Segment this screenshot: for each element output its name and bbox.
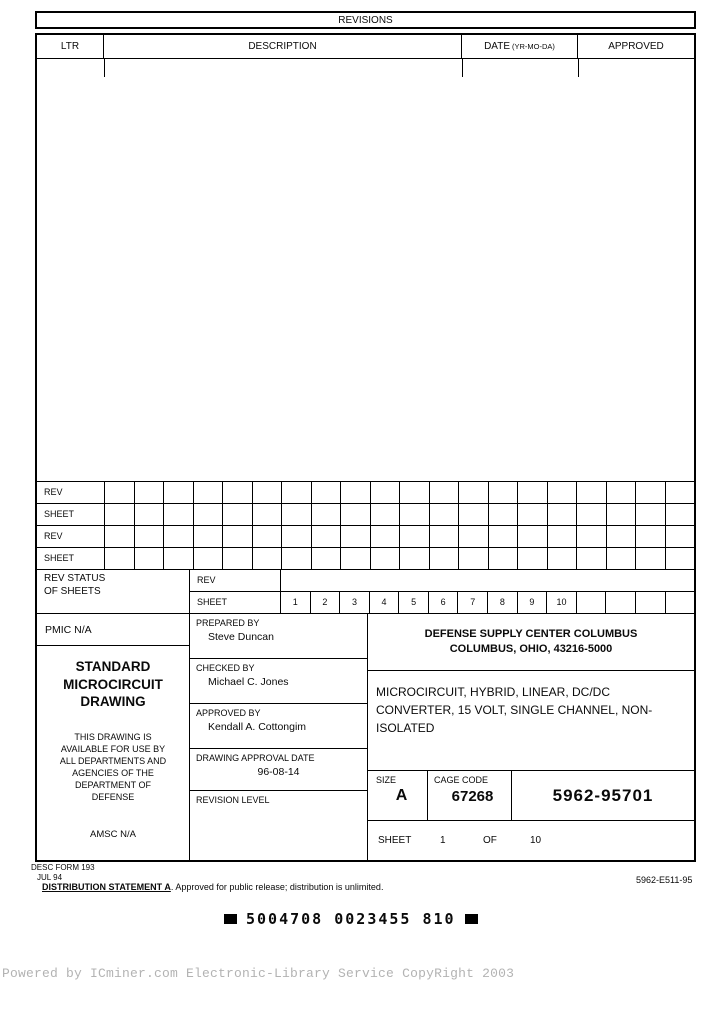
grid-cell [399, 482, 429, 503]
barcode-line [224, 910, 478, 928]
grid-cell [606, 526, 636, 547]
grid-cell [605, 592, 635, 613]
column-header-description [104, 35, 462, 58]
grid-row-cells [104, 526, 694, 547]
grid-cell [163, 482, 193, 503]
grid-cell [193, 526, 223, 547]
form-name: DESC FORM 193 [31, 863, 95, 872]
grid-cell [488, 482, 518, 503]
grid-cell [488, 526, 518, 547]
grid-cell [458, 504, 488, 525]
rev-status-label-line2: OF SHEETS [44, 585, 101, 597]
grid-cell [222, 526, 252, 547]
cage-code-label: CAGE CODE [434, 775, 489, 785]
grid-row-cells [104, 482, 694, 503]
grid-cell [576, 504, 606, 525]
form-date: JUL 94 [37, 873, 63, 882]
pmic-cell: PMIC N/A [37, 614, 189, 646]
grid-cell [281, 526, 311, 547]
grid-cell [193, 482, 223, 503]
grid-cell [222, 548, 252, 569]
ltr-label: LTR [60, 41, 80, 52]
prepared-by-name: Steve Duncan [208, 631, 274, 643]
grid-cell [281, 548, 311, 569]
sheet-number: 1 [440, 835, 446, 846]
grid-cell [606, 548, 636, 569]
grid-row-label: REV [44, 531, 63, 541]
revision-level-label: REVISION LEVEL [196, 795, 270, 805]
grid-cell [517, 504, 547, 525]
approval-date-label: DRAWING APPROVAL DATE [196, 753, 315, 763]
grid-cell [340, 526, 370, 547]
description-label: DESCRIPTION [248, 41, 317, 52]
cage-code-cell [428, 771, 512, 820]
sheet-number-cell: 7 [457, 592, 487, 613]
grid-cell [517, 548, 547, 569]
sheet-number-cell: 9 [517, 592, 547, 613]
grid-cell [104, 504, 134, 525]
grid-cell [163, 504, 193, 525]
grid-row [37, 525, 694, 547]
grid-cell [311, 548, 341, 569]
grid-cell [517, 482, 547, 503]
grid-row-cells [104, 504, 694, 525]
sheet-number-cell: 6 [428, 592, 458, 613]
rev-status-rows [190, 570, 694, 613]
grid-row [37, 481, 694, 503]
revisions-header-bar [35, 11, 696, 29]
grid-cell [576, 548, 606, 569]
grid-cell [340, 482, 370, 503]
grid-cell [163, 548, 193, 569]
size-cage-number-row [368, 771, 694, 821]
grid-cell [547, 482, 577, 503]
grid-cell [252, 526, 282, 547]
grid-row [37, 503, 694, 525]
grid-cell [281, 482, 311, 503]
grid-cell [104, 482, 134, 503]
size-cell [368, 771, 428, 820]
size-value: A [395, 787, 408, 804]
grid-cell [635, 548, 665, 569]
grid-cell [252, 482, 282, 503]
grid-cell [429, 482, 459, 503]
agency-address: COLUMBUS, OHIO, 43216-5000 [449, 643, 613, 655]
sheet-number-cell: 10 [546, 592, 576, 613]
rev-status-rev-row [190, 570, 694, 592]
approval-date-value: 96-08-14 [257, 766, 300, 778]
rev-sheet-grid [37, 481, 694, 569]
grid-cell [163, 526, 193, 547]
grid-cell [458, 548, 488, 569]
rev-status-sheet-row [190, 592, 694, 613]
right-column [368, 614, 694, 860]
sheet-row-label: SHEET [197, 596, 228, 607]
grid-cell [311, 526, 341, 547]
date-label: DATE [484, 41, 510, 52]
grid-cell [547, 548, 577, 569]
column-header-ltr [37, 35, 104, 58]
drawing-title-cell: MICROCIRCUIT, HYBRID, LINEAR, DC/DC CONVERTER, 15 VOLT, SINGLE CHANNEL, NON-ISOLATED [368, 671, 694, 771]
grid-cell [606, 482, 636, 503]
grid-cell [429, 548, 459, 569]
cage-code-value: 67268 [451, 788, 494, 805]
distribution-text: . Approved for public release; distribution is unlimited. [170, 882, 384, 892]
sheet-number-row [368, 821, 694, 860]
grid-cell [635, 592, 665, 613]
column-header-approved [578, 35, 694, 58]
approval-date-cell [190, 749, 367, 791]
grid-cell [399, 504, 429, 525]
grid-cell [134, 504, 164, 525]
grid-cell [665, 526, 695, 547]
grid-cell [193, 504, 223, 525]
approved-by-cell [190, 704, 367, 749]
grid-cell [429, 526, 459, 547]
grid-row-cells [104, 548, 694, 569]
drawing-number-cell [512, 771, 694, 820]
rev-row-label: REV [197, 575, 216, 585]
left-column [37, 614, 190, 860]
sheet-number-cell: 2 [310, 592, 340, 613]
drawing-form [35, 33, 696, 862]
grid-cell [488, 548, 518, 569]
grid-cell [252, 548, 282, 569]
sheet-number-cell: 5 [398, 592, 428, 613]
grid-cell [134, 526, 164, 547]
checked-by-cell [190, 659, 367, 704]
grid-cell [370, 526, 400, 547]
drawing-number: 5962-95701 [552, 785, 654, 805]
grid-cell [635, 504, 665, 525]
grid-cell [281, 504, 311, 525]
grid-cell [252, 504, 282, 525]
grid-cell [547, 526, 577, 547]
distribution-label: DISTRIBUTION STATEMENT A [42, 882, 171, 892]
of-label: OF [483, 835, 497, 846]
barcode-text: 5004708 0023455 810 [246, 910, 456, 928]
rev-status-label [37, 570, 190, 613]
rev-status-sheet-number-cells [280, 592, 694, 613]
grid-cell [222, 504, 252, 525]
grid-cell [340, 548, 370, 569]
grid-cell [606, 504, 636, 525]
distribution-statement [42, 882, 383, 892]
grid-cell [576, 526, 606, 547]
grid-cell [665, 548, 695, 569]
grid-row-label: SHEET [44, 553, 75, 563]
rev-status-label-line1: REV STATUS [44, 573, 106, 584]
column-header-date [462, 35, 578, 58]
date-format-label: (YR-MO-DA) [512, 42, 555, 51]
grid-cell [370, 548, 400, 569]
grid-cell [458, 482, 488, 503]
grid-cell [517, 526, 547, 547]
grid-cell [429, 504, 459, 525]
prepared-by-cell [190, 614, 367, 659]
grid-cell [340, 504, 370, 525]
column-divider-stub [462, 59, 463, 77]
grid-cell [665, 482, 695, 503]
grid-cell [222, 482, 252, 503]
sheet-number-cell: 8 [487, 592, 517, 613]
grid-cell [370, 482, 400, 503]
grid-cell [576, 482, 606, 503]
checked-by-label: CHECKED BY [196, 663, 255, 673]
availability-statement: THIS DRAWING IS AVAILABLE FOR USE BY ALL DEPARTMENTS AND AGENCIES OF THE DEPARTMENT OF DEFENSE [59, 731, 167, 803]
grid-cell [458, 526, 488, 547]
column-divider-stub [104, 59, 105, 77]
rev-status-block [37, 569, 694, 613]
grid-cell [370, 504, 400, 525]
grid-cell [104, 526, 134, 547]
watermark: Powered by ICminer.com Electronic-Library Service CopyRight 2003 [2, 966, 515, 981]
grid-cell [134, 548, 164, 569]
smd-title: STANDARD MICROCIRCUIT DRAWING [63, 659, 163, 710]
revisions-table-header [37, 35, 694, 59]
grid-cell [635, 526, 665, 547]
rev-row-empty-cell [280, 570, 694, 591]
grid-cell [488, 504, 518, 525]
agency-name: DEFENSE SUPPLY CENTER COLUMBUS [424, 627, 638, 640]
grid-cell [104, 548, 134, 569]
grid-cell [547, 504, 577, 525]
grid-cell [311, 504, 341, 525]
grid-cell [635, 482, 665, 503]
grid-cell [399, 548, 429, 569]
revisions-title: REVISIONS [338, 14, 393, 26]
checked-by-name: Michael C. Jones [208, 676, 289, 688]
sheet-number-cell: 1 [280, 592, 310, 613]
title-block [37, 613, 694, 860]
approved-by-label: APPROVED BY [196, 708, 261, 718]
grid-row-label: REV [44, 487, 63, 497]
column-divider-stub [578, 59, 579, 77]
approved-by-name: Kendall A. Cottongim [208, 721, 307, 733]
grid-cell [399, 526, 429, 547]
grid-cell [665, 504, 695, 525]
amsc-label: AMSC N/A [90, 829, 136, 841]
sheet-number-cell: 4 [369, 592, 399, 613]
barcode-start-mark [224, 914, 237, 924]
smd-cell [37, 646, 189, 860]
approved-label: APPROVED [608, 41, 664, 52]
sheet-label: SHEET [378, 835, 412, 846]
approval-column [190, 614, 368, 860]
grid-cell [134, 482, 164, 503]
grid-cell [193, 548, 223, 569]
grid-cell [665, 592, 695, 613]
total-sheets: 10 [530, 835, 542, 846]
sheet-number-cell: 3 [339, 592, 369, 613]
grid-row [37, 547, 694, 569]
agency-cell [368, 614, 694, 671]
document-ref: 5962-E511-95 [636, 875, 693, 885]
size-label: SIZE [376, 775, 397, 785]
grid-cell [311, 482, 341, 503]
revision-level-cell [190, 791, 367, 860]
grid-row-label: SHEET [44, 509, 75, 519]
barcode-end-mark [465, 914, 478, 924]
grid-cell [576, 592, 606, 613]
prepared-by-label: PREPARED BY [196, 618, 260, 628]
